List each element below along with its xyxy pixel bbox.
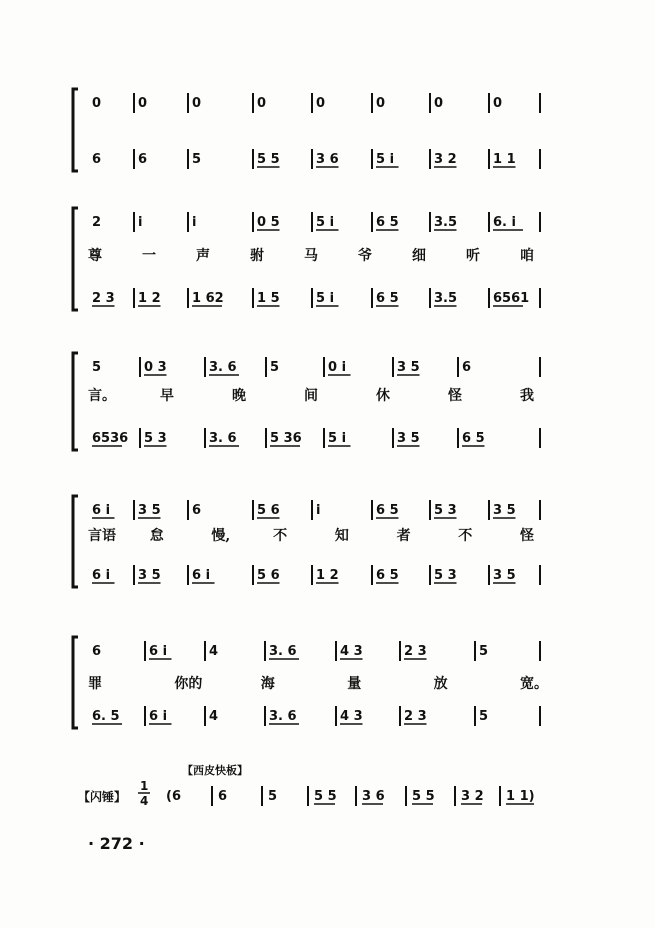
note-group: 6 [462, 360, 472, 375]
note-group: 0 [434, 96, 444, 111]
system-bracket [73, 496, 78, 587]
note-group: i [192, 215, 197, 230]
page-number: · 272 · [88, 834, 145, 853]
lyric-char: 我 [520, 388, 534, 404]
note-group: 3.5 [434, 215, 458, 230]
lyric-char: 驸 [250, 248, 264, 264]
note-group: 2 3 [92, 291, 115, 306]
note-group: 4 [209, 709, 219, 724]
lyric-char: 晚 [232, 388, 246, 404]
note-group: 0 [257, 96, 267, 111]
note-group: 5 [479, 644, 489, 659]
note-group: 6. 5 [92, 709, 120, 724]
system-bracket [73, 208, 78, 310]
note-group: 5 i [328, 431, 347, 446]
note-group: 5 36 [270, 431, 302, 446]
lyric-char: 者 [396, 528, 411, 544]
note-group: 5 i [376, 152, 395, 167]
note-group: 5 6 [257, 568, 280, 583]
lyric-char: 放 [433, 676, 448, 692]
note-group: 0 [138, 96, 148, 111]
note-group: 1 1) [506, 789, 535, 804]
note-group: 3. 6 [209, 360, 237, 375]
note-group: 5 [479, 709, 489, 724]
note-group: 6 [92, 644, 102, 659]
lyric-char: 间 [304, 388, 318, 404]
lyric-char: 马 [304, 248, 318, 264]
note-group: 2 3 [404, 644, 427, 659]
note-group: 0 3 [144, 360, 167, 375]
note-group: 3 5 [397, 360, 420, 375]
lyric-char: 量 [347, 676, 362, 692]
note-group: 3 6 [316, 152, 339, 167]
note-group: 1 62 [192, 291, 224, 306]
note-group: 4 3 [340, 709, 363, 724]
note-group: 3.5 [434, 291, 458, 306]
note-group: 1 2 [316, 568, 339, 583]
note-group: 0 [316, 96, 326, 111]
note-group: 1 5 [257, 291, 280, 306]
note-group: 5 5 [314, 789, 337, 804]
note-group: 6. i [493, 215, 516, 230]
note-group: 3 5 [397, 431, 420, 446]
note-group: 6 5 [462, 431, 485, 446]
lyric-char: 爷 [358, 248, 372, 264]
note-group: 2 [92, 215, 102, 230]
note-group: 6 i [149, 709, 168, 724]
note-group: 5 5 [257, 152, 280, 167]
note-group: 6 5 [376, 291, 399, 306]
note-group: 0 [493, 96, 503, 111]
system-bracket [73, 353, 78, 450]
note-group: 3. 6 [269, 709, 297, 724]
note-group: 2 3 [404, 709, 427, 724]
note-group: (6 [166, 789, 181, 804]
note-group: 0 [192, 96, 202, 111]
note-group: 5 [270, 360, 280, 375]
note-group: 5 5 [412, 789, 435, 804]
section-label: 【闪锤】 [78, 790, 127, 804]
note-group: 5 3 [434, 503, 457, 518]
note-group: 5 6 [257, 503, 280, 518]
note-group: 3. 6 [269, 644, 297, 659]
lyric-char: 早 [160, 388, 174, 404]
lyric-char: 尊 [88, 248, 102, 264]
note-group: 3 2 [461, 789, 484, 804]
lyric-char: 不 [458, 528, 473, 544]
lyric-char: 怪 [448, 388, 462, 404]
note-group: 6 [218, 789, 228, 804]
section-header: 【西皮快板】 [182, 764, 248, 777]
note-group: 3 2 [434, 152, 457, 167]
note-group: 6 i [92, 568, 111, 583]
note-group: 0 5 [257, 215, 280, 230]
note-group: 6 [92, 152, 102, 167]
note-group: 1 2 [138, 291, 161, 306]
note-group: 5 i [316, 215, 335, 230]
note-group: 3 5 [138, 503, 161, 518]
note-group: i [316, 503, 321, 518]
lyric-char: 声 [196, 248, 210, 264]
lyric-char: 咱 [520, 248, 534, 264]
lyric-char: 休 [376, 388, 390, 404]
note-group: 0 i [328, 360, 347, 375]
note-group: 5 i [316, 291, 335, 306]
note-group: 6 5 [376, 568, 399, 583]
note-group: 6 i [192, 568, 211, 583]
lyric-char: 慢, [211, 528, 231, 544]
note-group: 3. 6 [209, 431, 237, 446]
lyric-char: 不 [273, 528, 288, 544]
note-group: 0 [92, 96, 102, 111]
note-group: 6 5 [376, 503, 399, 518]
note-group: 4 3 [340, 644, 363, 659]
note-group: 6536 [92, 431, 129, 446]
note-group: 6561 [493, 291, 530, 306]
note-group: 3 5 [493, 503, 516, 518]
lyric-char: 知 [334, 528, 349, 544]
system-bracket [73, 637, 78, 728]
note-group: 3 5 [138, 568, 161, 583]
note-group: 6 i [149, 644, 168, 659]
note-group: 5 [268, 789, 278, 804]
note-group: 0 [376, 96, 386, 111]
lyric-char: 罪 [88, 676, 102, 692]
note-group: 3 5 [493, 568, 516, 583]
lyric-char: 细 [412, 248, 426, 264]
note-group: 6 5 [376, 215, 399, 230]
lyric-char: 怪 [520, 528, 534, 544]
note-group: 5 [192, 152, 202, 167]
note-group: 5 [92, 360, 102, 375]
lyric-char: 听 [466, 248, 480, 264]
system-bracket [73, 89, 78, 171]
note-group: 1 1 [493, 152, 516, 167]
note-group: 3 6 [362, 789, 385, 804]
lyric-char: 海 [260, 676, 275, 692]
note-group: 6 i [92, 503, 111, 518]
note-group: 6 [192, 503, 202, 518]
lyric-char: 言。 [88, 388, 116, 404]
note-group: 4 [209, 644, 219, 659]
lyric-char: 言语 [88, 528, 116, 544]
lyric-char: 你的 [174, 676, 203, 692]
time-signature-bottom: 4 [140, 794, 149, 808]
note-group: i [138, 215, 143, 230]
note-group: 6 [138, 152, 148, 167]
time-signature-top: 1 [140, 779, 149, 793]
lyric-char: 宽。 [520, 676, 548, 692]
lyric-char: 一 [142, 248, 156, 264]
note-group: 5 3 [144, 431, 167, 446]
note-group: 5 3 [434, 568, 457, 583]
lyric-char: 怠 [149, 528, 164, 544]
